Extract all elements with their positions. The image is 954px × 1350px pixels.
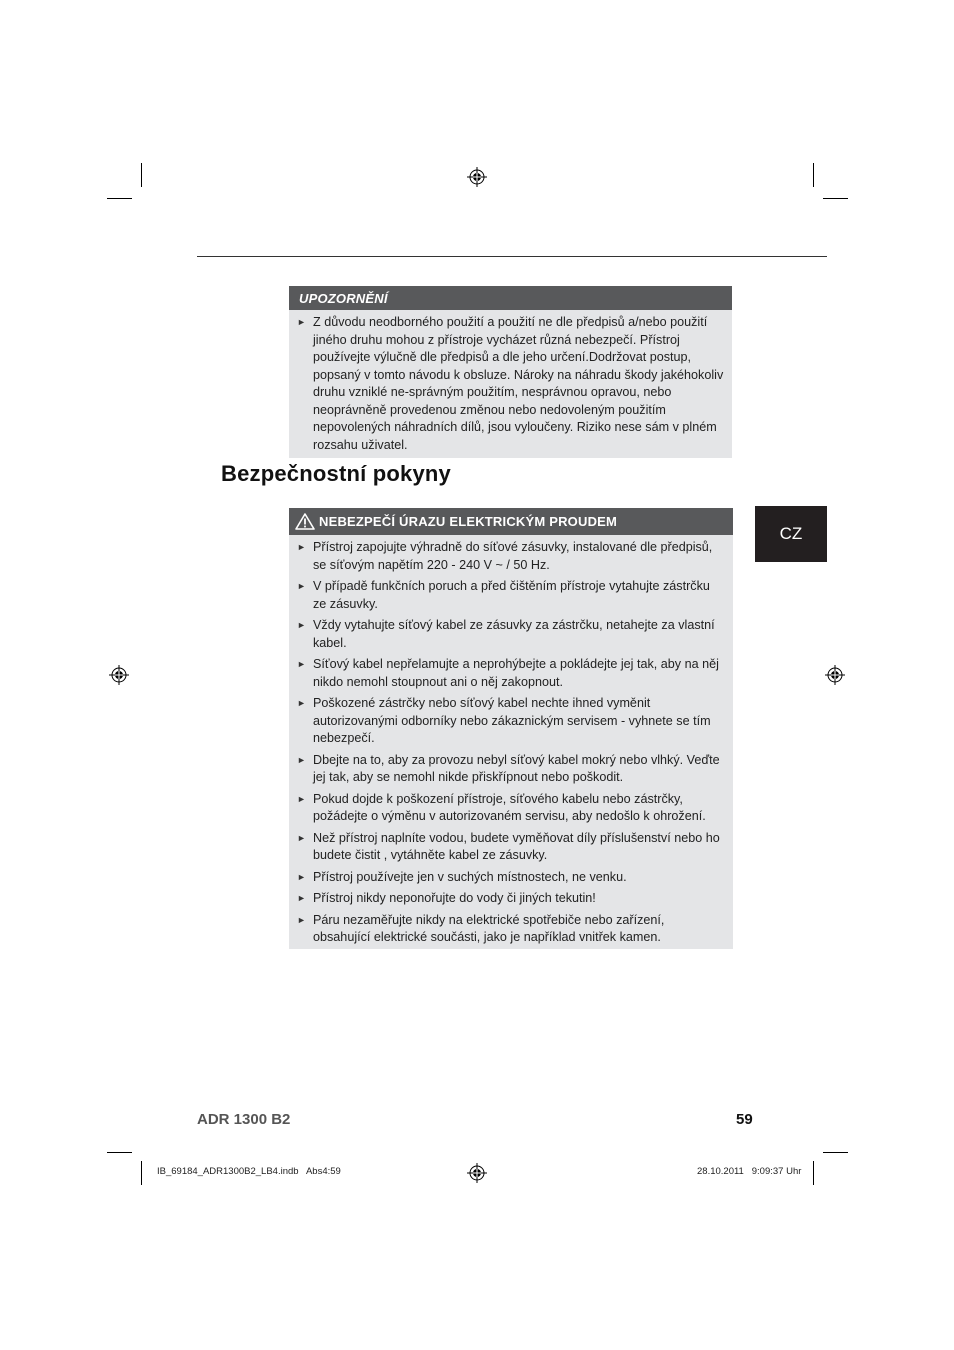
crop-mark — [141, 1161, 142, 1185]
arrow-right-icon: ► — [297, 793, 306, 804]
warning-triangle-icon — [295, 513, 315, 530]
danger-box-title: NEBEZPEČÍ ÚRAZU ELEKTRICKÝM PROUDEM — [319, 514, 618, 529]
list-item: ► Z důvodu neodborného použití a použití ne dle předpisů a/nebo použití jiného druhu mohou z přístroje vycházet různá nebezpečí. Přístroj používejte výlučně dle předpisů a dle jeho určení.Dodržovat postup, popsaný v tomto návodu k obsluze. Nároky na náhradu škody jakéhokoliv druhu vzniklé ne-správným použitím, nesprávnou opravou, nebo neoprávněně provedenou změnou nebo nedovoleným použitím nepovolených náhradních dílů, jsou vyloučeny. Riziko nese sám v plném rozsahu uživatel. — [297, 315, 724, 452]
crop-mark — [813, 1161, 814, 1185]
crop-mark — [813, 163, 814, 187]
list-item: ► Přístroj používejte jen v suchých místnostech, ne venku. — [297, 869, 725, 887]
list-item: ► Přístroj zapojujte výhradně do síťové zásuvky, instalované dle předpisů, se síťovým napětím 220 - 240 V ~ / 50 Hz. — [297, 540, 713, 572]
crop-mark — [823, 198, 848, 199]
section-title: Bezpečnostní pokyny — [221, 461, 451, 486]
arrow-right-icon: ► — [297, 659, 306, 669]
arrow-right-icon: ► — [297, 620, 306, 630]
language-tab: CZ — [755, 506, 827, 562]
footer-model: ADR 1300 B2 — [197, 1111, 291, 1128]
arrow-right-icon: ► — [297, 581, 306, 591]
registration-mark-icon — [109, 665, 129, 685]
crop-mark — [107, 198, 132, 199]
arrow-right-icon: ► — [297, 698, 306, 708]
arrow-right-icon: ► — [297, 914, 306, 925]
warning-box — [289, 286, 732, 458]
registration-mark-icon — [467, 167, 487, 187]
crop-mark — [141, 163, 142, 187]
list-item: ► Poškozené zástrčky nebo síťový kabel nechte ihned vyměnit autorizovanými odborníky nebo zákaznickým servisem - vyhnete se tím nebezpečí. — [297, 696, 711, 745]
print-slug-timestamp: 28.10.2011 9:09:37 Uhr — [697, 1166, 802, 1177]
registration-mark-icon — [467, 1163, 487, 1183]
registration-mark-icon — [825, 665, 845, 685]
list-item: ► Než přístroj naplníte vodou, budete vyměňovat díly příslušenství nebo ho budete čistit , vytáhněte kabel ze zásuvky. — [297, 830, 720, 862]
arrow-right-icon: ► — [297, 893, 306, 903]
page-number: 59 — [736, 1111, 753, 1128]
warning-box-title: UPOZORNĚNÍ — [289, 286, 732, 310]
danger-box-body — [289, 535, 733, 949]
crop-mark — [823, 1152, 848, 1153]
arrow-right-icon: ► — [297, 832, 306, 843]
arrow-right-icon: ► — [297, 542, 306, 552]
danger-box — [289, 508, 733, 949]
arrow-right-icon: ► — [297, 871, 306, 882]
danger-box-header — [289, 508, 733, 535]
arrow-right-icon: ► — [297, 754, 306, 765]
list-item: ► Dbejte na to, aby za provozu nebyl síťový kabel mokrý nebo vlhký. Veďte jej tak, aby se nemohl nikde přiskřípnout nebo poškodit. — [297, 752, 720, 784]
list-item: ► Přístroj nikdy neponořujte do vody či jiných tekutin! — [297, 890, 725, 908]
list-item: ► Vždy vytahujte síťový kabel ze zásuvky za zástrčku, netahejte za vlastní kabel. — [297, 618, 715, 650]
arrow-right-icon: ► — [297, 317, 306, 327]
print-slug-file: IB_69184_ADR1300B2_LB4.indb Abs4:59 — [157, 1166, 341, 1177]
list-item: ► Páru nezaměřujte nikdy na elektrické spotřebiče nebo zařízení, obsahující elektrické součásti, jako je například vnitřek kamen. — [297, 912, 665, 944]
warning-box-body — [289, 310, 732, 458]
list-item: ► Pokud dojde k poškození přístroje, síťového kabelu nebo zástrčky, požádejte o výměnu v autorizovaném servisu, aby nedošlo k ohrožení. — [297, 791, 706, 823]
list-item: ► Síťový kabel nepřelamujte a neprohýbejte a pokládejte jej tak, aby na něj nikdo nemohl stoupnout ani o něj zakopnout. — [297, 657, 719, 689]
crop-mark — [107, 1152, 132, 1153]
list-item: ► V případě funkčních poruch a před čištěním přístroje vytahujte zástrčku ze zásuvky. — [297, 579, 710, 611]
header-rule — [197, 256, 827, 257]
